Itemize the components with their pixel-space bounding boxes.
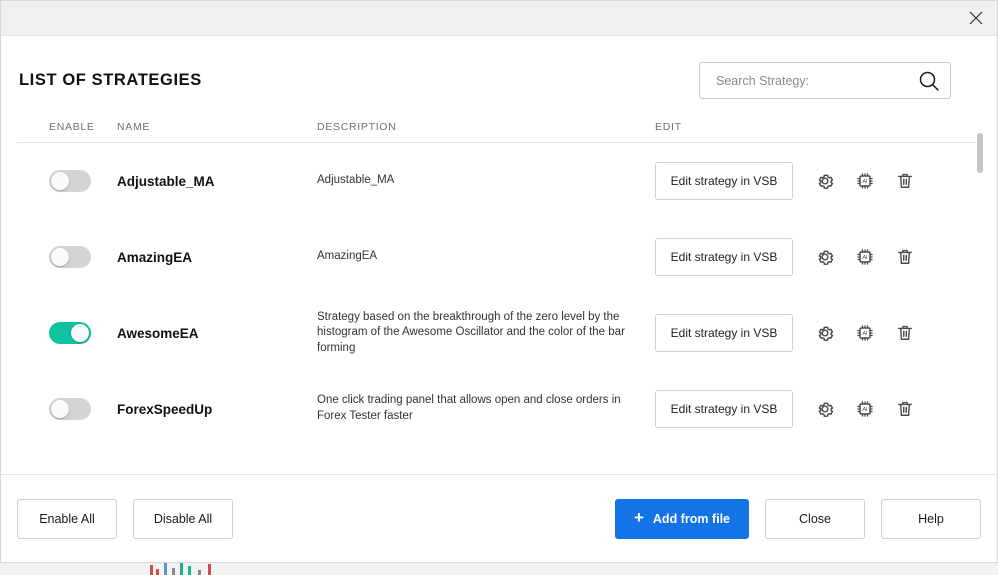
edit-cell [655,390,915,428]
edit-cell [655,162,915,200]
row-action-icons [815,323,915,343]
enable-cell [17,170,117,192]
gear-icon[interactable] [815,247,835,267]
trash-icon[interactable] [895,323,915,343]
edit-strategy-button[interactable]: Edit strategy in VSB [655,238,793,276]
enable-toggle[interactable] [49,170,91,192]
close-icon [969,11,983,25]
add-from-file-button[interactable] [615,499,749,539]
strategy-description: Adjustable_MA [317,174,395,187]
column-header-edit: EDIT [655,121,682,133]
svg-text:AI: AI [862,179,868,186]
row-action-icons [815,171,915,191]
edit-strategy-button[interactable]: Edit strategy in VSB [655,314,793,352]
edit-strategy-button[interactable]: Edit strategy in VSB [655,162,793,200]
header-row [1,36,997,99]
gear-icon[interactable] [815,171,835,191]
table-header-row [17,121,981,143]
dialog-content [1,36,997,474]
strategy-description: One click trading panel that allows open and close orders in Forex Tester faster [317,394,621,422]
trash-icon[interactable] [895,171,915,191]
scrollbar-thumb[interactable] [977,133,983,173]
page-title: LIST OF STRATEGIES [19,71,202,89]
column-header-enable: ENABLE [49,121,95,133]
trash-icon[interactable] [895,247,915,267]
chip-icon[interactable] [855,171,875,191]
table-body [17,143,981,448]
strategies-table [17,121,981,448]
enable-cell [17,246,117,268]
strategy-name: Adjustable_MA [117,173,215,189]
enable-toggle[interactable] [49,322,91,344]
table-row [17,371,981,447]
table-row [17,295,981,371]
close-button[interactable]: Close [765,499,865,539]
strategy-description: AmazingEA [317,250,378,263]
disable-all-button[interactable]: Disable All [133,499,233,539]
edit-strategy-button[interactable]: Edit strategy in VSB [655,390,793,428]
enable-toggle[interactable] [49,246,91,268]
edit-cell [655,238,915,276]
svg-text:AI: AI [862,255,868,262]
list-scrollbar[interactable] [977,133,983,423]
strategy-name: ForexSpeedUp [117,401,213,417]
help-button[interactable]: Help [881,499,981,539]
svg-text:AI: AI [862,331,868,338]
gear-icon[interactable] [815,323,835,343]
plus-icon: + [633,508,644,527]
search-box[interactable] [699,62,951,99]
table-row [17,219,981,295]
column-header-description: DESCRIPTION [317,121,397,133]
footer-left-actions [17,499,233,539]
gear-icon[interactable] [815,399,835,419]
table-row [17,143,981,219]
enable-all-button[interactable]: Enable All [17,499,117,539]
column-header-name: NAME [117,121,151,133]
row-action-icons [815,399,915,419]
strategy-name: AwesomeEA [117,325,199,341]
enable-toggle[interactable] [49,398,91,420]
search-icon[interactable] [918,70,940,92]
dialog-titlebar [1,1,997,36]
row-action-icons [815,247,915,267]
chip-icon[interactable] [855,247,875,267]
search-input[interactable] [714,73,918,89]
enable-cell [17,322,117,344]
close-window-button[interactable] [955,2,997,35]
footer-right-actions [615,499,981,539]
trash-icon[interactable] [895,399,915,419]
chip-icon[interactable] [855,399,875,419]
dialog-footer [1,474,997,562]
edit-cell [655,314,915,352]
add-from-file-label: Add from file [652,511,730,526]
strategy-name: AmazingEA [117,249,193,265]
strategy-description: Strategy based on the breakthrough of the zero level by the histogram of the Awesome Oscillator and the color of the bar forming [317,310,625,354]
chip-icon[interactable] [855,323,875,343]
svg-text:AI: AI [862,407,868,414]
enable-cell [17,398,117,420]
